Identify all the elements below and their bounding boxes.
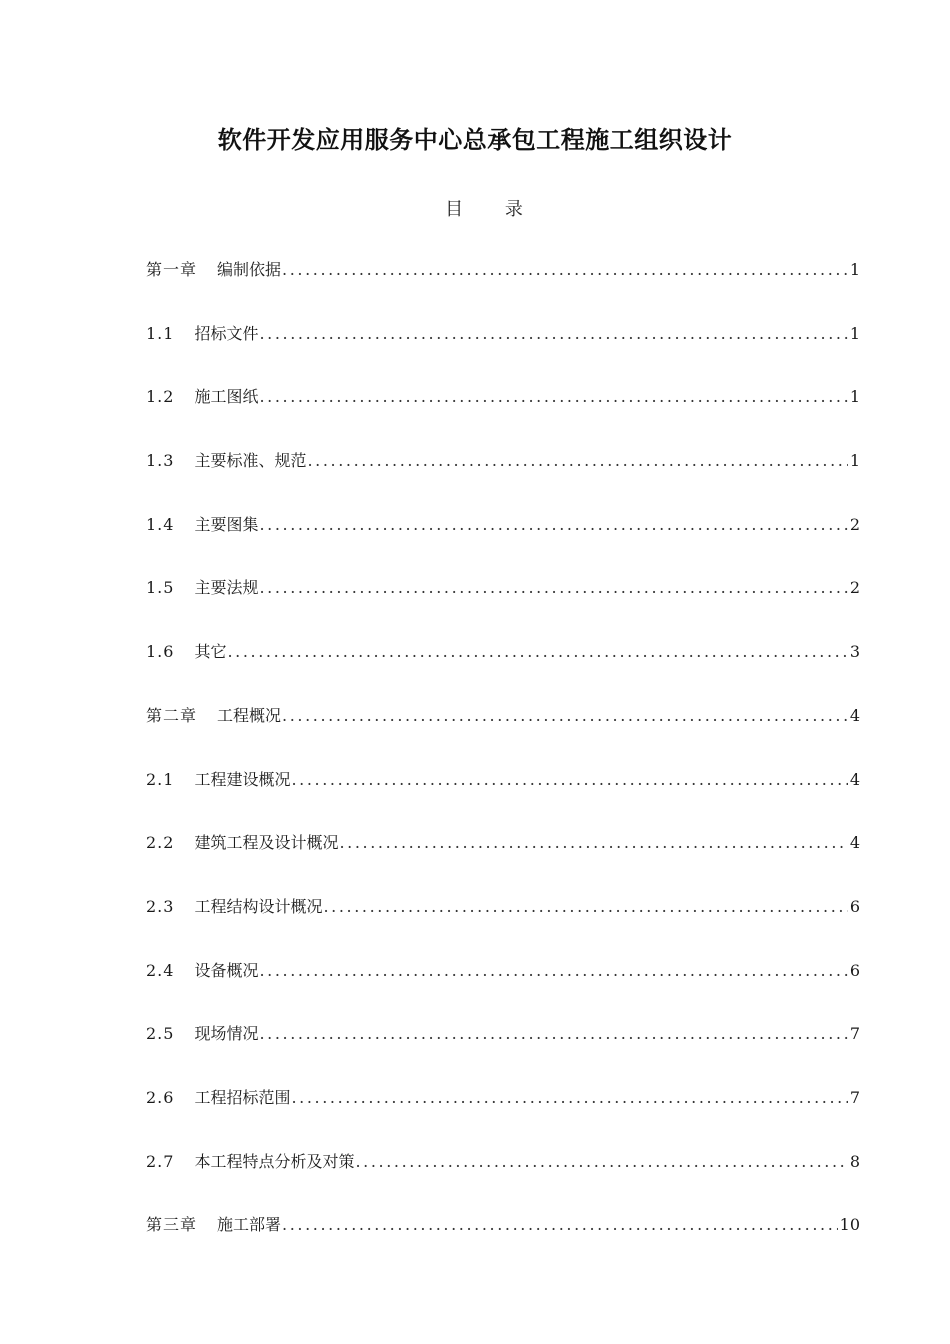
toc-entry-2-6[interactable] [146,1086,860,1150]
toc-entry-number: 1.4 [146,514,175,534]
toc-dot-leader [282,1213,838,1237]
toc-dot-leader [259,1022,847,1046]
toc-dot-leader [259,576,847,600]
toc-entry-number: 2.6 [146,1087,175,1107]
toc-entry-number: 2.1 [146,769,175,789]
toc-dot-leader [323,895,847,919]
toc-entry-1-4[interactable] [146,513,860,577]
toc-entry-label: 其它 [194,642,227,662]
toc-dot-leader [282,258,848,282]
toc-entry-number: 第二章 [146,705,198,725]
toc-entry-2-2[interactable] [146,831,860,895]
toc-dot-leader [307,449,847,473]
toc-dot-leader [259,513,847,537]
toc-entry-number: 2.2 [146,833,175,853]
toc-entry-page: 4 [849,769,860,789]
toc-entry-1-3[interactable] [146,449,860,513]
toc-entry-1-5[interactable] [146,576,860,640]
toc-entry-number: 1.3 [146,451,175,471]
toc-entry-page: 2 [849,578,860,598]
toc-entry-1-6[interactable] [146,640,860,704]
toc-entry-label: 工程招标范围 [194,1087,291,1107]
table-of-contents [146,258,860,1277]
toc-entry-2-4[interactable] [146,959,860,1023]
toc-entry-label: 主要图集 [194,514,259,534]
toc-entry-number: 1.1 [146,323,175,343]
toc-entry-chapter-3[interactable] [146,1213,860,1277]
document-title: 软件开发应用服务中心总承包工程施工组织设计 [217,126,733,154]
toc-entry-2-3[interactable] [146,895,860,959]
toc-entry-page: 1 [849,260,860,279]
toc-entry-number: 2.5 [146,1024,175,1044]
toc-entry-number: 1.5 [146,578,175,598]
toc-entry-label: 建筑工程及设计概况 [194,833,339,853]
toc-entry-number: 2.7 [146,1151,175,1171]
toc-entry-number: 第一章 [146,260,198,279]
toc-dot-leader [291,1086,847,1110]
toc-entry-label: 主要法规 [194,578,259,598]
toc-entry-page: 7 [849,1024,860,1044]
toc-entry-page: 1 [849,323,860,343]
toc-entry-page: 6 [849,896,860,916]
toc-entry-label: 施工图纸 [194,387,259,407]
toc-entry-label: 工程结构设计概况 [194,896,323,916]
toc-entry-label: 本工程特点分析及对策 [194,1151,355,1171]
toc-entry-page: 8 [849,1151,860,1171]
toc-entry-chapter-1[interactable] [146,258,860,322]
toc-entry-number: 1.2 [146,387,175,407]
toc-entry-label: 编制依据 [217,260,282,279]
toc-entry-1-2[interactable] [146,385,860,449]
toc-dot-leader [355,1150,847,1174]
toc-entry-label: 现场情况 [194,1024,259,1044]
toc-dot-leader [259,322,847,346]
toc-entry-page: 1 [849,451,860,471]
toc-entry-label: 工程建设概况 [194,769,291,789]
toc-dot-leader [282,704,848,728]
toc-entry-label: 招标文件 [194,323,259,343]
toc-entry-page: 6 [849,960,860,980]
toc-heading: 目 录 [445,199,541,220]
toc-entry-page: 7 [849,1087,860,1107]
toc-entry-page: 10 [839,1215,860,1235]
toc-entry-chapter-2[interactable] [146,704,860,768]
toc-entry-2-5[interactable] [146,1022,860,1086]
toc-entry-page: 2 [849,514,860,534]
toc-dot-leader [259,385,847,409]
toc-dot-leader [339,831,847,855]
toc-entry-label: 主要标准、规范 [194,451,307,471]
toc-entry-1-1[interactable] [146,322,860,386]
toc-entry-2-1[interactable] [146,768,860,832]
toc-entry-label: 设备概况 [194,960,259,980]
toc-entry-page: 1 [849,387,860,407]
toc-dot-leader [227,640,847,664]
toc-entry-number: 2.3 [146,896,175,916]
toc-entry-number: 2.4 [146,960,175,980]
toc-entry-label: 工程概况 [217,705,282,725]
toc-dot-leader [259,959,847,983]
toc-entry-number: 1.6 [146,642,175,662]
toc-entry-page: 3 [849,642,860,662]
toc-entry-2-7[interactable] [146,1150,860,1214]
toc-entry-page: 4 [849,833,860,853]
toc-entry-number: 第三章 [146,1215,198,1235]
toc-dot-leader [291,768,847,792]
toc-entry-page: 4 [849,705,860,725]
toc-entry-label: 施工部署 [217,1215,282,1235]
